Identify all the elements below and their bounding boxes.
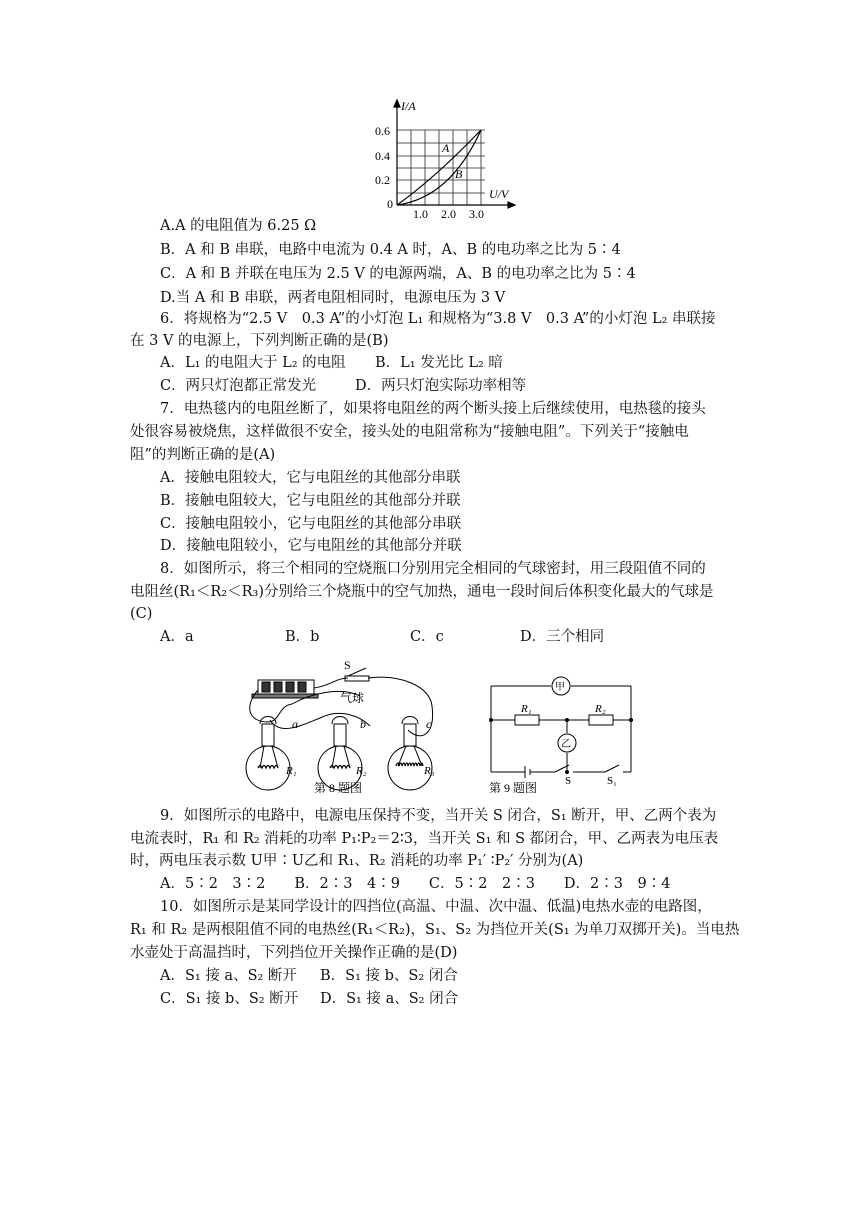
q5-option-b: B．A 和 B 串联，电路中电流为 0.4 A 时，A、B 的电功率之比为 5∶4 (160, 242, 621, 258)
q9-options: A．5∶2 3∶2 B．2∶3 4∶9 C．5∶2 2∶3 D．2∶3 9∶4 (160, 876, 671, 892)
y-tick: 0.2 (375, 173, 390, 187)
balloon-c-label: c (426, 717, 432, 731)
balloon-b-label: b (360, 717, 366, 731)
q6-option-a: A．L₁ 的电阻大于 L₂ 的电阻 (160, 355, 346, 371)
q6-line-2: 在 3 V 的电源上，下列判断正确的是(B) (130, 333, 389, 349)
q10-option-b: B．S₁ 接 b、S₂ 闭合 (320, 968, 458, 984)
curve-a-label: A (442, 141, 450, 155)
y-tick: 0.4 (375, 149, 390, 163)
q7-line-2: 处很容易被烧焦，这样做很不安全，接头处的电阻常称为“接触电阻”。下列关于“接触电 (130, 424, 689, 440)
meter-mid-label: 乙 (561, 739, 571, 750)
r1-label: R₁ (521, 703, 532, 715)
q8-line-2: 电阻丝(R₁＜R₂＜R₃)分别给三个烧瓶中的空气加热，通电一段时间后体积变化最大的气球是 (130, 584, 714, 600)
x-tick: 1.0 (413, 207, 428, 220)
q9-line-1: 9．如图所示的电路中，电源电压保持不变，当开关 S 闭合，S₁ 断开，甲、乙两个表为 (160, 808, 717, 824)
x-tick: 3.0 (469, 207, 484, 220)
q6-option-d: D．两只灯泡实际功率相等 (355, 378, 527, 394)
q10-option-d: D．S₁ 接 a、S₂ 闭合 (320, 991, 459, 1007)
q8-option-d: D．三个相同 (520, 629, 605, 645)
y-axis-label: I/A (401, 99, 416, 113)
q7-option-c: C．接触电阻较小，它与电阻丝的其他部分串联 (160, 516, 462, 532)
figure-8 (240, 656, 450, 798)
switch-s1-label: S₁ (607, 775, 617, 787)
q10-option-a: A．S₁ 接 a、S₂ 断开 (160, 968, 297, 984)
q6-option-c: C．两只灯泡都正常发光 (160, 378, 317, 394)
q7-line-3: 阻”的判断正确的是(A) (130, 447, 276, 463)
q8-line-3: (C) (130, 606, 153, 622)
q9-line-3: 时，两电压表示数 U甲∶U乙和 R₁、R₂ 消耗的功率 P₁′ ∶P₂′ 分别为(A) (130, 853, 584, 869)
curve-b-label: B (455, 167, 463, 181)
q10-option-c: C．S₁ 接 b、S₂ 断开 (160, 991, 299, 1007)
switch-label: S (344, 658, 351, 672)
q10-line-1: 10．如图所示是某同学设计的四挡位(高温、中温、次中温、低温)电热水壶的电路图， (160, 899, 712, 915)
q9-line-2: 电流表时，R₁ 和 R₂ 消耗的功率 P₁∶P₂＝2∶3，当开关 S₁ 和 S 都闭合，甲、乙两表为电压表 (130, 831, 719, 847)
x-tick: 2.0 (441, 207, 456, 220)
figure-9-caption: 第 9 题图 (489, 781, 538, 794)
q7-option-d: D．接触电阻较小，它与电阻丝的其他部分并联 (160, 538, 462, 554)
r1-label: R₁ (286, 765, 297, 777)
q10-line-3: 水壶处于高温挡时，下列挡位开关操作正确的是(D) (130, 945, 458, 961)
x-axis-label: U/V (489, 187, 509, 201)
q8-option-b: B．b (285, 629, 320, 645)
figure-9 (485, 676, 635, 794)
iu-graph (355, 98, 525, 220)
r3-label: R₃ (424, 765, 435, 777)
q10-line-2: R₁ 和 R₂ 是两根阻值不同的电热丝(R₁＜R₂)，S₁、S₂ 为挡位开关(S₁ 为单刀双掷开关)。当电热 (130, 922, 740, 938)
figure-8-caption: 第 8 题图 (314, 781, 363, 795)
q8-option-c: C．c (410, 629, 444, 645)
r2-label: R₂ (356, 765, 367, 777)
q8-option-a: A．a (160, 629, 194, 645)
q6-option-b: B．L₁ 发光比 L₂ 暗 (375, 355, 503, 371)
q5-option-d: D.当 A 和 B 串联，两者电阻相同时，电源电压为 3 V (160, 290, 506, 306)
y-tick: 0.6 (375, 124, 390, 138)
switch-s-label: S (565, 775, 572, 787)
balloon-label: 气球 (340, 691, 365, 705)
q5-option-c: C．A 和 B 并联在电压为 2.5 V 的电源两端，A、B 的电功率之比为 5∶4 (160, 266, 636, 282)
q5-option-a: A.A 的电阻值为 6.25 Ω (160, 218, 317, 234)
q6-line-1: 6．将规格为“2.5 V 0.3 A”的小灯泡 L₁ 和规格为“3.8 V 0.3 A”的小灯泡 L₂ 串联接 (160, 311, 716, 327)
q7-option-b: B．接触电阻较大，它与电阻丝的其他部分并联 (160, 493, 461, 509)
q7-line-1: 7．电热毯内的电阻丝断了，如果将电阻丝的两个断头接上后继续使用，电热毯的接头 (160, 401, 706, 417)
q8-line-1: 8．如图所示，将三个相同的空烧瓶口分别用完全相同的气球密封，用三段阻值不同的 (160, 561, 706, 577)
origin-label: 0 (387, 197, 393, 211)
balloon-a-label: a (292, 717, 298, 731)
meter-top-label: 甲 (555, 682, 565, 693)
r2-label: R₂ (595, 703, 606, 715)
q7-option-a: A．接触电阻较大，它与电阻丝的其他部分串联 (160, 470, 461, 486)
